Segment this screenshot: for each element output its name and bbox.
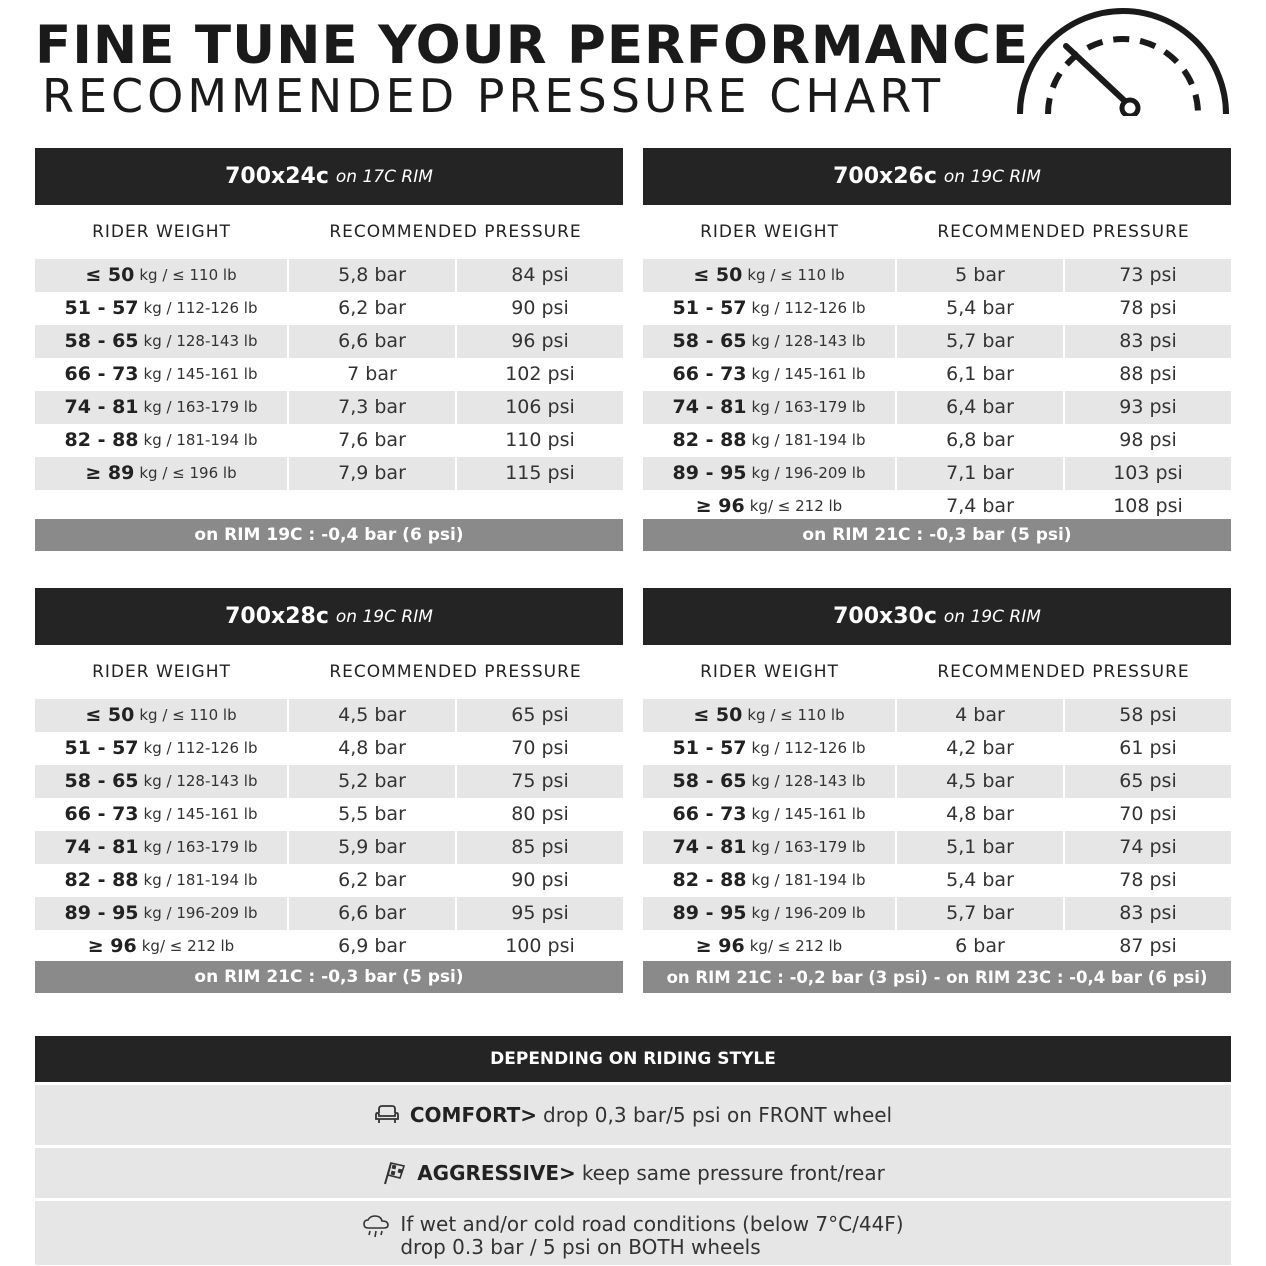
weight-lb: kg/ ≤ 212 lb <box>749 937 843 956</box>
pressure-bar-cell: 6,6 bar <box>289 325 455 358</box>
rider-weight-cell <box>643 424 895 457</box>
rider-weight-cell <box>643 292 895 325</box>
pressure-psi-cell: 93 psi <box>1065 391 1231 424</box>
rider-weight-cell <box>35 732 287 765</box>
rider-weight-cell <box>35 424 287 457</box>
rider-weight-cell <box>643 490 895 523</box>
weight-kg: ≥ 96 <box>695 495 745 518</box>
rider-weight-cell <box>643 765 895 798</box>
pressure-bar-cell: 6,4 bar <box>897 391 1063 424</box>
recommended-pressure-header: RECOMMENDED PRESSURE <box>329 662 582 682</box>
table-row <box>35 358 623 391</box>
pressure-psi-cell: 95 psi <box>457 897 623 930</box>
weight-lb: kg / 112-126 lb <box>143 299 258 318</box>
pressure-bar-cell: 4,8 bar <box>338 737 406 760</box>
recommended-pressure-header: RECOMMENDED PRESSURE <box>937 222 1190 242</box>
column-headers <box>35 205 623 259</box>
weight-kg: 74 - 81 <box>64 836 139 859</box>
pressure-psi-cell: 70 psi <box>511 737 569 760</box>
weight-lb: kg / 196-209 lb <box>751 904 866 923</box>
weight-kg: 82 - 88 <box>64 429 139 452</box>
page-subtitle: RECOMMENDED PRESSURE CHART <box>42 69 945 123</box>
pressure-psi-cell: 78 psi <box>1119 297 1177 320</box>
table-row <box>643 732 1231 765</box>
rider-weight-cell <box>643 897 895 930</box>
rain-cloud-icon <box>362 1215 390 1239</box>
pressure-psi-cell: 115 psi <box>457 457 623 490</box>
pressure-psi-cell: 102 psi <box>505 363 575 386</box>
pressure-bar-cell: 6,9 bar <box>338 935 406 958</box>
rider-weight-cell <box>35 831 287 864</box>
pressure-psi-cell: 103 psi <box>1065 457 1231 490</box>
weight-kg: 82 - 88 <box>64 869 139 892</box>
table-row <box>643 864 1231 897</box>
tire-size: 700x30c <box>833 604 937 629</box>
weight-kg: ≥ 96 <box>87 935 137 958</box>
pressure-psi-cell: 65 psi <box>1065 765 1231 798</box>
weight-lb: kg / 181-194 lb <box>143 871 258 890</box>
pressure-bar-cell: 5,8 bar <box>289 259 455 292</box>
weight-kg: ≤ 50 <box>85 704 135 727</box>
table-row <box>643 831 1231 864</box>
weight-lb: kg / 196-209 lb <box>751 464 866 483</box>
table-row <box>643 325 1231 358</box>
weight-lb: kg / ≤ 110 lb <box>139 706 237 725</box>
rider-weight-cell <box>643 457 895 490</box>
rider-weight-cell <box>35 325 287 358</box>
table-row <box>643 897 1231 930</box>
rider-weight-cell <box>643 325 895 358</box>
pressure-psi-cell: 61 psi <box>1119 737 1177 760</box>
rim-label: on 19C RIM <box>943 166 1041 187</box>
aggressive-label: AGGRESSIVE> <box>417 1161 576 1185</box>
rider-weight-cell <box>35 292 287 325</box>
pressure-psi-cell: 98 psi <box>1119 429 1177 452</box>
rider-weight-cell <box>643 732 895 765</box>
weight-lb: kg / ≤ 110 lb <box>747 706 845 725</box>
rider-weight-cell <box>35 930 287 963</box>
pressure-psi-cell: 85 psi <box>457 831 623 864</box>
table-row <box>643 292 1231 325</box>
table-rows <box>35 699 623 961</box>
rider-weight-cell <box>35 457 287 490</box>
pressure-psi-cell: 70 psi <box>1119 803 1177 826</box>
weight-kg: 51 - 57 <box>672 737 747 760</box>
pressure-bar-cell: 6,2 bar <box>338 297 406 320</box>
table-row <box>35 424 623 457</box>
rider-weight-header: RIDER WEIGHT <box>92 662 231 682</box>
weight-kg: 66 - 73 <box>64 363 139 386</box>
pressure-psi-cell: 58 psi <box>1065 699 1231 732</box>
pressure-bar-cell: 5,4 bar <box>946 297 1014 320</box>
pressure-psi-cell: 87 psi <box>1119 935 1177 958</box>
rim-label: on 19C RIM <box>943 606 1041 627</box>
riding-style-title: DEPENDING ON RIDING STYLE <box>35 1036 1231 1082</box>
table-rows <box>35 259 623 519</box>
pressure-psi-cell: 100 psi <box>505 935 575 958</box>
weight-lb: kg / ≤ 110 lb <box>139 266 237 285</box>
table-row <box>35 897 623 930</box>
table-row <box>35 930 623 963</box>
rider-weight-cell <box>35 391 287 424</box>
weight-lb: kg / 163-179 lb <box>143 398 258 417</box>
pressure-bar-cell: 5 bar <box>897 259 1063 292</box>
weight-lb: kg / 112-126 lb <box>751 299 866 318</box>
table-row <box>35 732 623 765</box>
riding-style-section <box>35 1036 1231 1265</box>
pressure-psi-cell: 74 psi <box>1065 831 1231 864</box>
pressure-psi-cell: 83 psi <box>1065 897 1231 930</box>
table-row <box>35 831 623 864</box>
weight-kg: 82 - 88 <box>672 869 747 892</box>
rider-weight-header: RIDER WEIGHT <box>700 222 839 242</box>
rider-weight-cell <box>643 358 895 391</box>
weight-kg: ≤ 50 <box>693 704 743 727</box>
weight-lb: kg / 128-143 lb <box>143 332 258 351</box>
table-header <box>643 148 1231 205</box>
weight-kg: ≥ 96 <box>695 935 745 958</box>
table-row <box>643 798 1231 831</box>
weight-kg: 66 - 73 <box>672 803 747 826</box>
rim-label: on 17C RIM <box>335 166 433 187</box>
weight-kg: 74 - 81 <box>64 396 139 419</box>
weight-kg: 58 - 65 <box>672 330 747 353</box>
weight-kg: ≥ 89 <box>85 462 135 485</box>
weight-kg: 58 - 65 <box>672 770 747 793</box>
rim-adjustment-note: on RIM 21C : -0,3 bar (5 psi) <box>643 519 1231 551</box>
rider-weight-cell <box>643 864 895 897</box>
weight-kg: 51 - 57 <box>64 737 139 760</box>
pressure-bar-cell: 7,4 bar <box>946 495 1014 518</box>
column-headers <box>643 205 1231 259</box>
weight-lb: kg / ≤ 196 lb <box>139 464 237 483</box>
weight-lb: kg / 112-126 lb <box>751 739 866 758</box>
table-row <box>35 391 623 424</box>
table-row <box>643 490 1231 523</box>
table-rows <box>643 699 1231 961</box>
rider-weight-cell <box>643 699 895 732</box>
table-row <box>35 292 623 325</box>
rim-adjustment-note: on RIM 21C : -0,3 bar (5 psi) <box>35 961 623 993</box>
pressure-bar-cell: 4,5 bar <box>289 699 455 732</box>
weight-kg: 89 - 95 <box>672 902 747 925</box>
pressure-psi-cell: 78 psi <box>1119 869 1177 892</box>
weight-kg: 58 - 65 <box>64 330 139 353</box>
table-row <box>35 699 623 732</box>
tire-size: 700x28c <box>225 604 329 629</box>
weight-kg: 89 - 95 <box>672 462 747 485</box>
weight-lb: kg / ≤ 110 lb <box>747 266 845 285</box>
table-row <box>643 358 1231 391</box>
weight-lb: kg / 145-161 lb <box>143 805 258 824</box>
pressure-psi-cell: 108 psi <box>1113 495 1183 518</box>
pressure-bar-cell: 6,2 bar <box>338 869 406 892</box>
weight-kg: 74 - 81 <box>672 836 747 859</box>
pressure-bar-cell: 6 bar <box>955 935 1005 958</box>
pressure-bar-cell: 6,1 bar <box>946 363 1014 386</box>
armchair-icon <box>374 1104 400 1126</box>
pressure-psi-cell: 90 psi <box>511 297 569 320</box>
rider-weight-cell <box>643 831 895 864</box>
rider-weight-cell <box>35 358 287 391</box>
column-headers <box>643 645 1231 699</box>
pressure-psi-cell: 65 psi <box>457 699 623 732</box>
tire-size: 700x26c <box>833 164 937 189</box>
pressure-bar-cell: 5,9 bar <box>289 831 455 864</box>
pressure-psi-cell: 83 psi <box>1065 325 1231 358</box>
weight-lb: kg / 128-143 lb <box>751 772 866 791</box>
weight-lb: kg / 128-143 lb <box>751 332 866 351</box>
weight-kg: 82 - 88 <box>672 429 747 452</box>
table-rows <box>643 259 1231 519</box>
rim-adjustment-note: on RIM 21C : -0,2 bar (3 psi) - on RIM 23C : -0,4 bar (6 psi) <box>643 961 1231 993</box>
weight-lb: kg / 181-194 lb <box>143 431 258 450</box>
pressure-psi-cell: 90 psi <box>511 869 569 892</box>
table-row <box>35 798 623 831</box>
comfort-text: drop 0,3 bar/5 psi on FRONT wheel <box>543 1103 893 1127</box>
weight-kg: ≤ 50 <box>85 264 135 287</box>
table-row <box>643 391 1231 424</box>
pressure-psi-cell: 88 psi <box>1119 363 1177 386</box>
rider-weight-cell <box>643 930 895 963</box>
weight-lb: kg / 145-161 lb <box>751 365 866 384</box>
recommended-pressure-header: RECOMMENDED PRESSURE <box>329 222 582 242</box>
pressure-bar-cell: 4 bar <box>897 699 1063 732</box>
pressure-bar-cell: 6,6 bar <box>289 897 455 930</box>
wet-conditions-row <box>35 1201 1231 1265</box>
pressure-psi-cell: 84 psi <box>457 259 623 292</box>
table-row <box>643 930 1231 963</box>
weight-lb: kg/ ≤ 212 lb <box>749 497 843 516</box>
rider-weight-cell <box>35 765 287 798</box>
comfort-label: COMFORT> <box>409 1103 538 1127</box>
weight-lb: kg / 163-179 lb <box>751 398 866 417</box>
rider-weight-cell <box>643 798 895 831</box>
rim-adjustment-note: on RIM 19C : -0,4 bar (6 psi) <box>35 519 623 551</box>
weight-kg: 89 - 95 <box>64 902 139 925</box>
table-row <box>35 457 623 490</box>
rider-weight-header: RIDER WEIGHT <box>700 662 839 682</box>
rider-weight-cell <box>35 259 287 292</box>
weight-lb: kg / 112-126 lb <box>143 739 258 758</box>
pressure-table-700x30c <box>643 588 1231 993</box>
table-row <box>35 864 623 897</box>
table-header <box>643 588 1231 645</box>
pressure-bar-cell: 5,2 bar <box>289 765 455 798</box>
table-row <box>643 765 1231 798</box>
rider-weight-cell <box>35 798 287 831</box>
weight-kg: 66 - 73 <box>672 363 747 386</box>
pressure-bar-cell: 7,3 bar <box>289 391 455 424</box>
weight-lb: kg/ ≤ 212 lb <box>141 937 235 956</box>
column-headers <box>35 645 623 699</box>
pressure-table-700x26c <box>643 148 1231 551</box>
weight-lb: kg / 145-161 lb <box>751 805 866 824</box>
pressure-psi-cell: 96 psi <box>457 325 623 358</box>
recommended-pressure-header: RECOMMENDED PRESSURE <box>937 662 1190 682</box>
pressure-table-700x24c <box>35 148 623 551</box>
pressure-bar-cell: 7 bar <box>347 363 397 386</box>
table-row <box>35 259 623 292</box>
pressure-bar-cell: 5,7 bar <box>897 325 1063 358</box>
table-row <box>643 699 1231 732</box>
pressure-psi-cell: 80 psi <box>511 803 569 826</box>
weight-kg: ≤ 50 <box>693 264 743 287</box>
weight-lb: kg / 181-194 lb <box>751 431 866 450</box>
comfort-row <box>35 1085 1231 1145</box>
rider-weight-cell <box>35 897 287 930</box>
wet-text-line1: If wet and/or cold road conditions (below 7°C/44F) <box>400 1212 904 1236</box>
weight-lb: kg / 128-143 lb <box>143 772 258 791</box>
pressure-bar-cell: 4,5 bar <box>897 765 1063 798</box>
rider-weight-cell <box>35 699 287 732</box>
weight-kg: 66 - 73 <box>64 803 139 826</box>
weight-lb: kg / 163-179 lb <box>751 838 866 857</box>
weight-lb: kg / 181-194 lb <box>751 871 866 890</box>
rider-weight-cell <box>35 864 287 897</box>
rider-weight-header: RIDER WEIGHT <box>92 222 231 242</box>
weight-lb: kg / 196-209 lb <box>143 904 258 923</box>
rim-label: on 19C RIM <box>335 606 433 627</box>
page-title: FINE TUNE YOUR PERFORMANCE <box>35 15 1030 76</box>
pressure-bar-cell: 6,8 bar <box>946 429 1014 452</box>
pressure-bar-cell: 7,1 bar <box>897 457 1063 490</box>
pressure-table-700x28c <box>35 588 623 993</box>
pressure-bar-cell: 7,6 bar <box>338 429 406 452</box>
pressure-psi-cell: 75 psi <box>457 765 623 798</box>
pressure-psi-cell: 110 psi <box>505 429 575 452</box>
pressure-psi-cell: 73 psi <box>1065 259 1231 292</box>
table-row <box>35 325 623 358</box>
weight-kg: 51 - 57 <box>672 297 747 320</box>
pressure-bar-cell: 7,9 bar <box>289 457 455 490</box>
pressure-bar-cell: 5,1 bar <box>897 831 1063 864</box>
speedometer-icon <box>1010 4 1236 116</box>
aggressive-row <box>35 1148 1231 1198</box>
pressure-bar-cell: 5,7 bar <box>897 897 1063 930</box>
table-header <box>35 148 623 205</box>
pressure-bar-cell: 5,5 bar <box>338 803 406 826</box>
table-row <box>643 424 1231 457</box>
aggressive-text: keep same pressure front/rear <box>581 1161 885 1185</box>
tire-size: 700x24c <box>225 164 329 189</box>
table-row <box>643 457 1231 490</box>
weight-lb: kg / 163-179 lb <box>143 838 258 857</box>
weight-kg: 51 - 57 <box>64 297 139 320</box>
weight-kg: 74 - 81 <box>672 396 747 419</box>
table-header <box>35 588 623 645</box>
pressure-psi-cell: 106 psi <box>457 391 623 424</box>
weight-lb: kg / 145-161 lb <box>143 365 258 384</box>
rider-weight-cell <box>643 391 895 424</box>
table-row <box>35 765 623 798</box>
pressure-bar-cell: 5,4 bar <box>946 869 1014 892</box>
checkered-flag-icon <box>381 1160 407 1186</box>
pressure-bar-cell: 4,8 bar <box>946 803 1014 826</box>
pressure-bar-cell: 4,2 bar <box>946 737 1014 760</box>
weight-kg: 58 - 65 <box>64 770 139 793</box>
table-row <box>643 259 1231 292</box>
wet-text-line2: drop 0.3 bar / 5 psi on BOTH wheels <box>400 1235 761 1259</box>
rider-weight-cell <box>643 259 895 292</box>
